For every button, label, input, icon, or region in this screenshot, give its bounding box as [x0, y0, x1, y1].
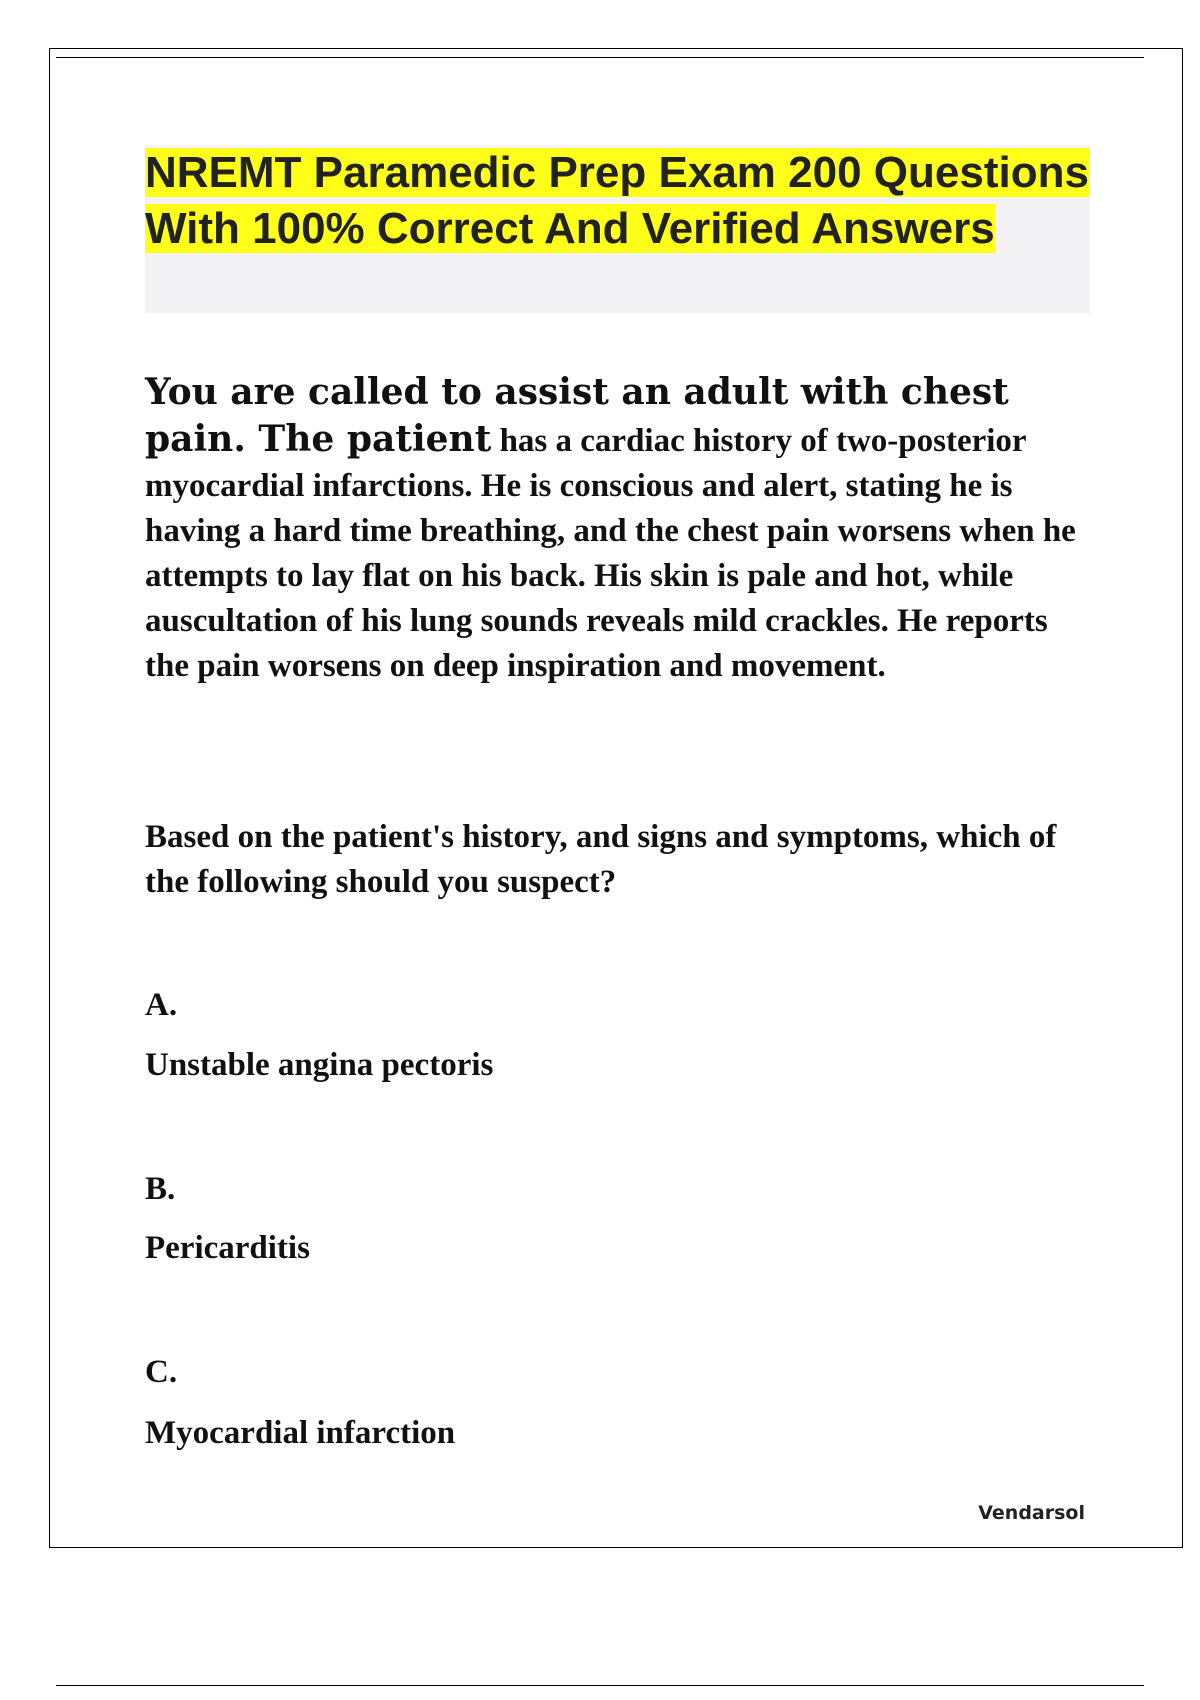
- document-title: [145, 145, 1090, 257]
- bottom-rule: [56, 1685, 1144, 1686]
- option-a-text: Unstable angina pectoris: [145, 1047, 494, 1083]
- scenario-rest: has a cardiac history of two-posterior myocardial infarctions. He is conscious and alert, stating he is having a hard time breathing, and the chest pain worsens when he attempts to lay flat on his back. His skin is pale and hot, while auscultation of his lung sounds reveals mild crackles. He reports the pain worsens on deep inspiration and movement.: [145, 423, 1076, 684]
- question-text: Based on the patient's history, and signs and symptoms, which of the following should you suspect?: [145, 819, 1057, 900]
- title-highlight: NREMT Paramedic Prep Exam 200 Questions With 100% Correct And Verified Answers: [145, 148, 1089, 253]
- option-b-text: Pericarditis: [145, 1230, 310, 1266]
- option-a-letter: A.: [145, 987, 178, 1023]
- top-rule: [56, 57, 1144, 58]
- title-block: [145, 145, 1090, 313]
- option-b-letter: B.: [145, 1171, 176, 1207]
- option-c-text: Myocardial infarction: [145, 1415, 456, 1451]
- footer-brand: Vendarsol: [978, 1502, 1085, 1524]
- scenario-paragraph: [145, 370, 1095, 689]
- option-c-letter: C.: [145, 1354, 178, 1390]
- scenario-lead: You are called to assist an adult with chest pain. The patient: [145, 371, 1009, 460]
